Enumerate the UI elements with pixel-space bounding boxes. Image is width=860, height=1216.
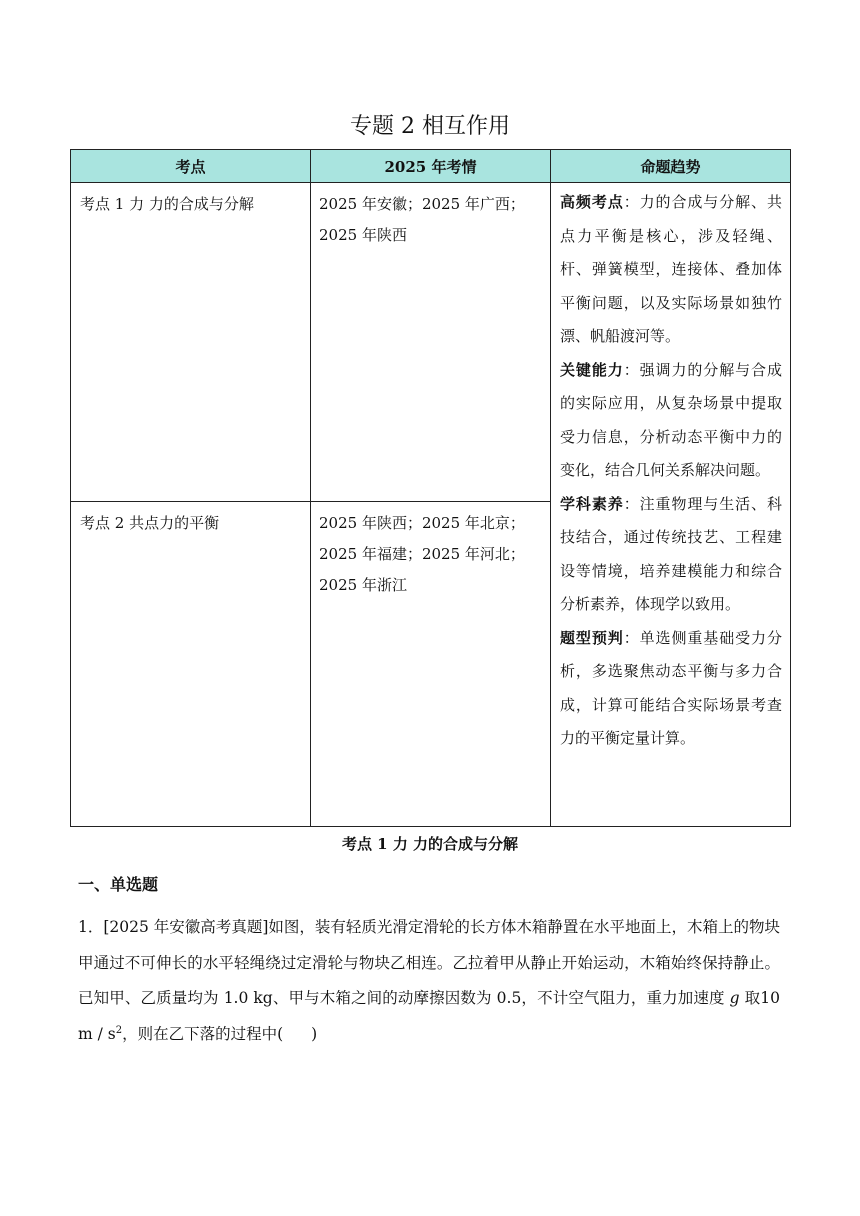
- question-text: 取: [739, 989, 761, 1007]
- header-exam-situation: 2025 年考情: [311, 150, 551, 183]
- question-type-heading: 一、单选题: [78, 875, 159, 894]
- exam-situation-cell: [311, 502, 551, 827]
- trend-label: 学科素养: [560, 494, 624, 513]
- trend-paragraph: [560, 186, 782, 354]
- question-text: ，则在乙下落的过程中(: [122, 1024, 284, 1043]
- table-row: [71, 183, 791, 502]
- exam-analysis-table: [70, 149, 791, 827]
- trend-paragraph: [560, 622, 782, 756]
- trend-text: ：单选侧重基础受力分析，多选聚焦动态平衡与多力合成，计算可能结合实际场景考查力的平衡定量计算。: [560, 628, 782, 747]
- table-header-row: [71, 150, 791, 183]
- question-number: 1．: [78, 918, 104, 936]
- exam-situation-line: 2025 年浙江: [319, 576, 407, 594]
- gravity-value: 10 m / s: [78, 989, 780, 1043]
- question-close-paren: ): [311, 1024, 318, 1043]
- trend-paragraph: [560, 488, 782, 622]
- exam-situation-line: 2025 年安徽；2025 年广西；: [319, 195, 525, 213]
- header-exam-point: 考点: [71, 150, 311, 183]
- gravity-symbol: g: [729, 989, 740, 1007]
- trend-label: 高频考点: [560, 193, 624, 211]
- exam-situation-line: 2025 年陕西: [319, 226, 407, 244]
- gravity-exponent: 2: [115, 1024, 123, 1036]
- question-1: [78, 910, 780, 1052]
- exam-point-label: 考点 1 力 力的合成与分解: [80, 195, 254, 213]
- trend-text: ：力的合成与分解、共点力平衡是核心，涉及轻绳、杆、弹簧模型，连接体、叠加体平衡问题，以及实际场景如独竹漂、帆船渡河等。: [560, 193, 782, 345]
- exam-situation-cell: [311, 183, 551, 502]
- trend-text: ：强调力的分解与合成的实际应用，从复杂场景中提取受力信息，分析动态平衡中力的变化，结合几何关系解决问题。: [560, 360, 782, 479]
- trend-label: 题型预判: [560, 628, 624, 647]
- trend-cell: [551, 183, 791, 827]
- question-text: [2025 年安徽高考真题]如图，装有轻质光滑定滑轮的长方体木箱静置在水平地面上，木箱上的物块甲通过不可伸长的水平轻绳绕过定滑轮与物块乙相连。乙拉着甲从静止开始运动，木箱始终保持静止。已知甲、乙质量均为 1.0 kg、甲与木箱之间的动摩擦因数为 0.5，不计空气阻力，重力加速度: [78, 918, 780, 1007]
- exam-point-cell: [71, 502, 311, 827]
- exam-situation-line: 2025 年陕西；2025 年北京；: [319, 514, 525, 532]
- exam-point-label: 考点 2 共点力的平衡: [80, 514, 220, 532]
- exam-point-cell: [71, 183, 311, 502]
- trend-label: 关键能力: [560, 360, 624, 379]
- exam-situation-line: 2025 年福建；2025 年河北；: [319, 545, 525, 563]
- page-title: 专题 2 相互作用: [350, 114, 510, 139]
- trend-text: ：注重物理与生活、科技结合，通过传统技艺、工程建设等情境，培养建模能力和综合分析素养，体现学以致用。: [560, 494, 782, 613]
- header-trend: 命题趋势: [551, 150, 791, 183]
- trend-paragraph: [560, 354, 782, 488]
- section-heading: 考点 1 力 力的合成与分解: [341, 835, 519, 853]
